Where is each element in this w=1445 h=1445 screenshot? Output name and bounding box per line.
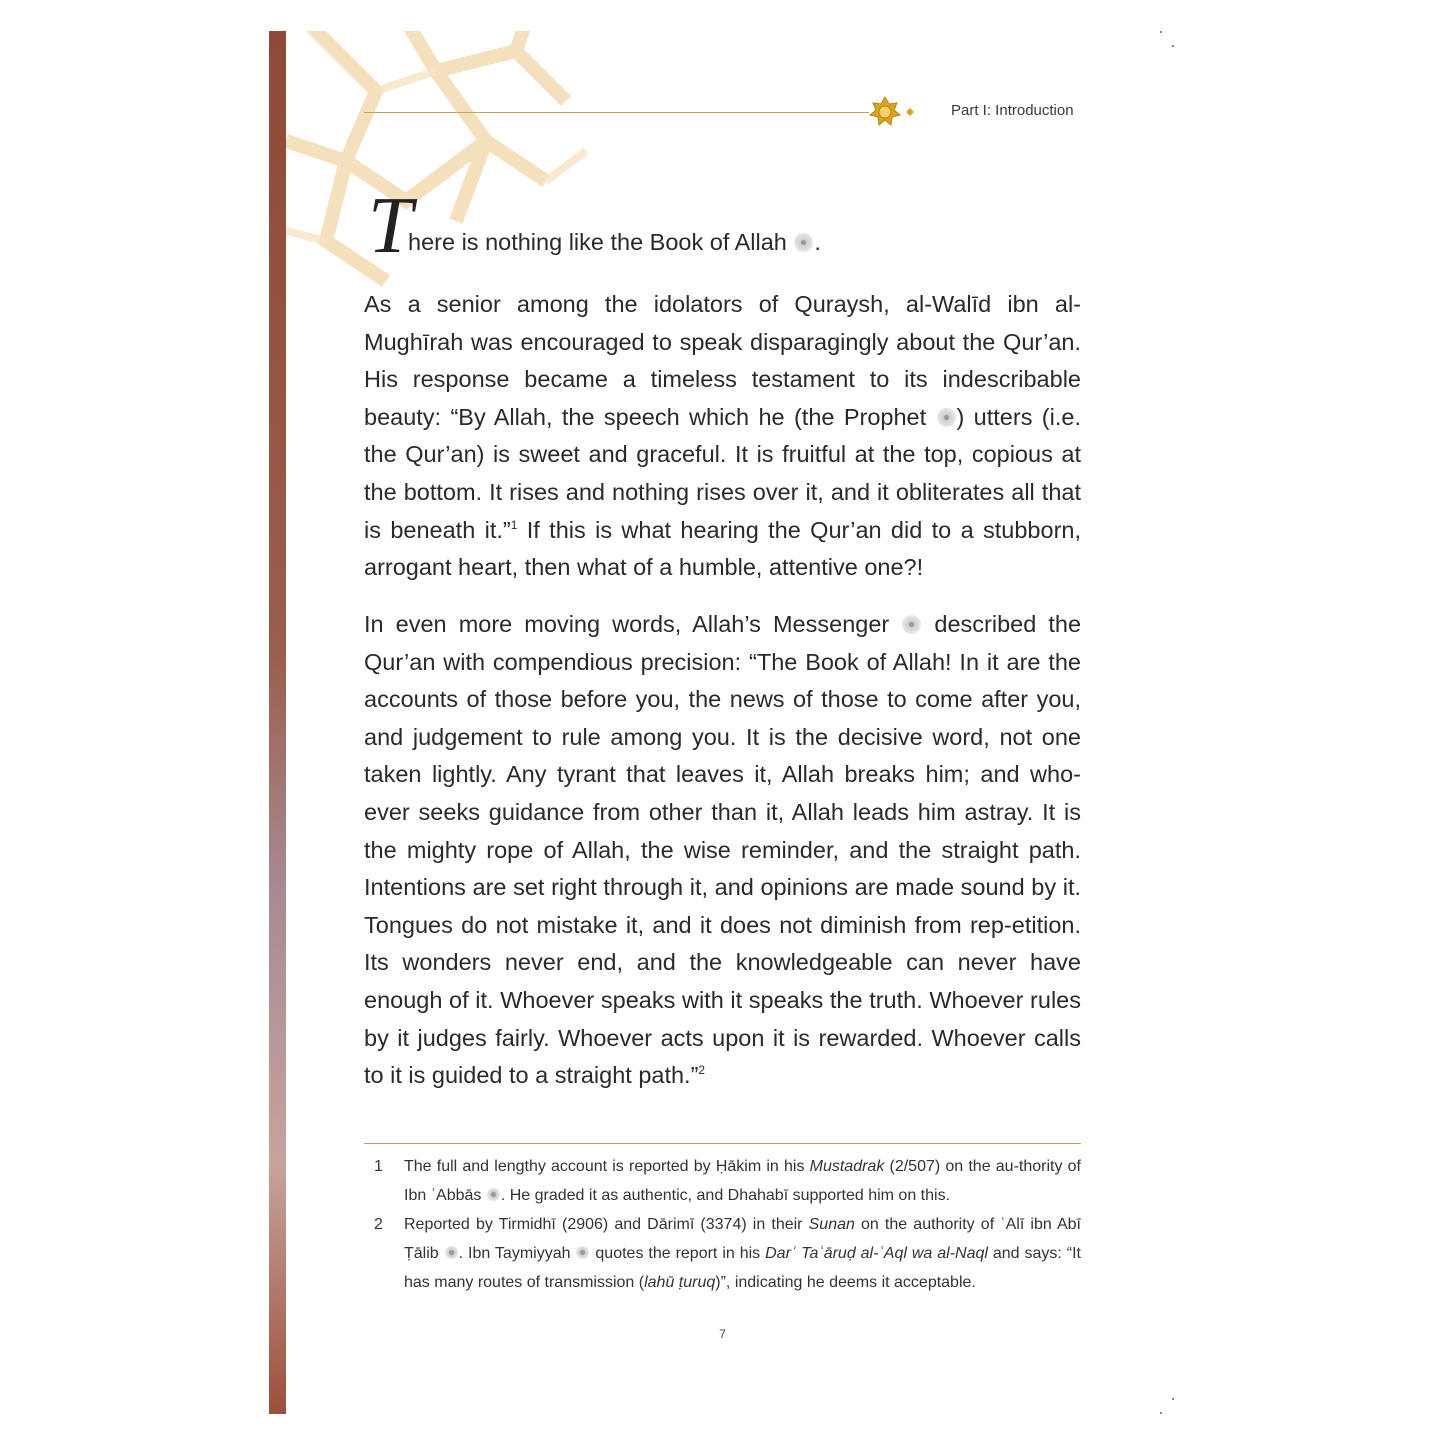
paragraph-2-part-a: In even more moving words, Allah’s Messenger [364, 611, 890, 637]
footnote-text-part: . Ibn Taymiyyah [458, 1245, 571, 1262]
footnote-text-part: on the authority of ʿAlī ibn Abī Ṭālib [404, 1216, 1081, 1262]
page-number: 7 [719, 1327, 726, 1341]
footnote-text-part: Reported by Tirmidhī (2906) and Dārimī (3374) in their [404, 1216, 809, 1233]
footnote-term: lahū ṭuruq [644, 1274, 716, 1291]
footnote-text-part: quotes the report in his [590, 1245, 766, 1262]
crop-mark [1160, 1412, 1162, 1414]
footnote-2 [364, 1210, 1081, 1297]
paragraph-1-part-b: ) utters (i.e. the Qur’an) is sweet and graceful. It is fruitful at the top, copious at the bottom. It rises and nothing rises over it, and it obliterates all that is beneath it.” [364, 403, 1081, 543]
footnote-1 [364, 1152, 1081, 1210]
footnote-number: 2 [374, 1216, 383, 1233]
crop-mark [1160, 31, 1162, 33]
paragraph-2-part-b: described the Qur’an with compendious precision: “The Book of Allah! In it are the accounts of those before you, the news of those to come after you, and judgement to rule among you. It is the decisive word, not one taken lightly. Any tyrant that leaves it, Allah breaks him; and who-ever seeks guidance from other than it, Allah leads him astray. It is the mighty rope of Allah, the wise reminder, and the straight path. Intentions are set right through it, and opinions are made sound by it. Tongues do not mistake it, and it does not diminish from rep-etition. Its wonders never end, and the knowledgeable can never have enough of it. Whoever speaks with it speaks the truth. Whoever rules by it judges fairly. Whoever acts upon it is rewarded. Whoever calls to it is guided to a straight path.” [364, 611, 1082, 1089]
footnote-number: 1 [374, 1158, 383, 1175]
paragraph-1-part-c: If this is what hearing the Qur’an did to a stubborn, arrogant heart, then what of a humble, attentive one?! [364, 516, 1081, 581]
crop-mark [1172, 1398, 1174, 1400]
footnote-source-title: Darʾ Taʿāruḍ al-ʿAql wa al-Naql [765, 1245, 988, 1262]
lead-sentence: here is nothing like the Book of Allah . [408, 229, 821, 255]
honorific-glyph-icon [937, 408, 956, 427]
star-ornament-icon [868, 95, 916, 129]
running-head: Part I: Introduction [951, 102, 1074, 119]
footnote-text [404, 1210, 1081, 1297]
paragraph-2 [364, 606, 1081, 1095]
header-rule [364, 112, 869, 113]
footnote-text-part: and says: “It has many routes of transmission ( [404, 1245, 1082, 1291]
page-edge-band [269, 31, 286, 1414]
paragraph-1-part-a: As a senior among the idolators of Quraysh, al-Walīd ibn al-Mughīrah was encouraged to speak disparagingly about the Qur’an. His response became a timeless testament to its indescribable beauty: “By Allah, the speech which he (the Prophet [364, 291, 1081, 430]
footnote-text-part: (2/507) on the au-thority of Ibn ʿAbbās [404, 1158, 1081, 1204]
lead-text: here is nothing like the Book of Allah [408, 229, 787, 255]
footnote-text [404, 1152, 1081, 1210]
honorific-glyph-icon [487, 1188, 500, 1201]
crop-mark [1172, 45, 1174, 47]
drop-cap: T [368, 182, 413, 270]
footnotes [364, 1152, 1081, 1297]
honorific-glyph-icon [576, 1246, 589, 1259]
footnote-text-part: The full and lengthy account is reported by Ḥākim in his [404, 1158, 810, 1175]
footnote-source-title: Mustadrak [809, 1158, 885, 1175]
honorific-glyph-icon [902, 615, 921, 634]
paragraph-1 [364, 286, 1081, 587]
footnote-text-part: . He graded it as authentic, and Dhahabī supported him on this. [500, 1187, 951, 1204]
honorific-glyph-icon [445, 1246, 458, 1259]
honorific-glyph-icon [794, 233, 813, 252]
footnote-ref-2[interactable]: 2 [698, 1063, 706, 1078]
footnote-source-title: Sunan [808, 1216, 855, 1233]
footnote-ref-1[interactable]: 1 [510, 517, 518, 532]
footnote-text-part: )”, indicating he deems it acceptable. [715, 1274, 976, 1291]
footnote-rule [364, 1143, 1081, 1144]
